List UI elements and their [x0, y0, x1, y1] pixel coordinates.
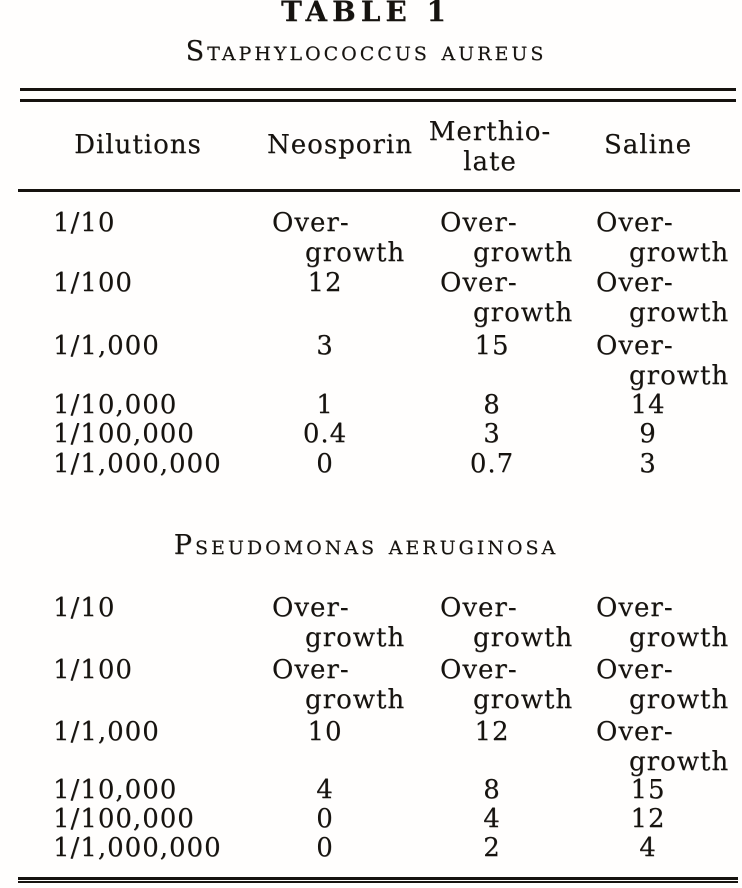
cell-text: 1/100,000	[53, 419, 195, 449]
cell-text: Over-	[272, 655, 350, 685]
cell-text: 0.4	[302, 419, 348, 449]
cell-text-wrap: growth	[629, 623, 730, 653]
neosporin-cell	[272, 775, 378, 805]
neosporin-cell	[272, 419, 378, 449]
cell-text: 1	[316, 390, 334, 420]
neosporin-cell	[272, 655, 406, 715]
cell-text: Over-	[440, 655, 518, 685]
dilution-cell	[53, 804, 233, 834]
dilution-cell	[53, 833, 233, 863]
cell-text-wrap: growth	[473, 238, 574, 268]
merthiolate-cell	[440, 331, 544, 361]
saline-cell	[596, 655, 730, 715]
cell-text: 1/10	[53, 593, 116, 623]
dilution-cell	[53, 419, 233, 449]
cell-text: 1/1,000	[53, 717, 160, 747]
cell-text: 15	[630, 775, 666, 805]
column-header-neosporin: Neosporin	[267, 130, 413, 160]
cell-text-wrap: growth	[305, 238, 406, 268]
saline-cell	[596, 331, 730, 391]
cell-text: Over-	[272, 208, 350, 238]
dilution-cell	[53, 593, 233, 623]
cell-text-wrap: growth	[629, 238, 730, 268]
saline-cell	[596, 717, 730, 777]
cell-text: 1/1,000,000	[53, 833, 222, 863]
cell-text: 12	[630, 804, 666, 834]
merthiolate-cell	[440, 717, 544, 747]
section-heading-pseudomonas: Pseudomonas aeruginosa	[173, 530, 559, 561]
cell-text: Over-	[596, 331, 674, 361]
column-header-merthiolate-line2: late	[463, 147, 517, 177]
cell-text: Over-	[440, 208, 518, 238]
neosporin-cell	[272, 833, 378, 863]
neosporin-cell	[272, 593, 406, 653]
saline-cell	[596, 390, 700, 420]
neosporin-cell	[272, 331, 378, 361]
cell-text: 0	[316, 449, 334, 479]
cell-text: 0	[316, 804, 334, 834]
cell-text-wrap: growth	[629, 361, 730, 391]
neosporin-cell	[272, 449, 378, 479]
column-header-dilutions: Dilutions	[74, 130, 202, 160]
saline-cell	[596, 208, 730, 268]
merthiolate-cell	[440, 208, 574, 268]
cell-text: 8	[483, 390, 501, 420]
cell-text: 3	[316, 331, 334, 361]
merthiolate-cell	[440, 804, 544, 834]
cell-text: 2	[483, 833, 501, 863]
cell-text-wrap: growth	[629, 298, 730, 328]
cell-text-wrap: growth	[305, 623, 406, 653]
saline-cell	[596, 449, 700, 479]
cell-text: 1/100,000	[53, 804, 195, 834]
cell-text: 15	[474, 331, 510, 361]
saline-cell	[596, 593, 730, 653]
dilution-cell	[53, 390, 233, 420]
merthiolate-cell	[440, 449, 544, 479]
saline-cell	[596, 419, 700, 449]
section-heading-staphylococcus: Staphylococcus aureus	[185, 36, 547, 67]
cell-text: 12	[307, 268, 343, 298]
dilution-cell	[53, 449, 233, 479]
merthiolate-cell	[440, 833, 544, 863]
cell-text: 1/10,000	[53, 775, 178, 805]
cell-text: 1/10,000	[53, 390, 178, 420]
cell-text: 1/10	[53, 208, 116, 238]
dilution-cell	[53, 208, 233, 238]
neosporin-cell	[272, 208, 406, 268]
cell-text: 3	[639, 449, 657, 479]
merthiolate-cell	[440, 593, 574, 653]
cell-text: Over-	[596, 593, 674, 623]
cell-text-wrap: growth	[629, 747, 730, 777]
cell-text: Over-	[440, 268, 518, 298]
table-top-double-rule	[20, 88, 736, 102]
cell-text-wrap: growth	[305, 685, 406, 715]
table-bottom-double-rule	[18, 877, 738, 883]
cell-text: 8	[483, 775, 501, 805]
cell-text: 14	[630, 390, 666, 420]
dilution-cell	[53, 775, 233, 805]
cell-text: Over-	[440, 593, 518, 623]
dilution-cell	[53, 268, 233, 298]
merthiolate-cell	[440, 419, 544, 449]
dilution-cell	[53, 331, 233, 361]
neosporin-cell	[272, 268, 378, 298]
cell-text: 4	[316, 775, 334, 805]
saline-cell	[596, 833, 700, 863]
cell-text: 4	[639, 833, 657, 863]
saline-cell	[596, 775, 700, 805]
neosporin-cell	[272, 717, 378, 747]
column-header-merthiolate-line1: Merthio-	[428, 117, 552, 147]
dilution-cell	[53, 717, 233, 747]
cell-text-wrap: growth	[473, 685, 574, 715]
cell-text: 3	[483, 419, 501, 449]
column-header-saline: Saline	[603, 130, 693, 160]
cell-text: Over-	[596, 717, 674, 747]
cell-text: 0	[316, 833, 334, 863]
header-divider-rule	[18, 189, 740, 192]
cell-text: Over-	[272, 593, 350, 623]
cell-text-wrap: growth	[629, 685, 730, 715]
saline-cell	[596, 268, 730, 328]
cell-text: Over-	[596, 655, 674, 685]
table-title: TABLE 1	[281, 0, 451, 28]
dilution-cell	[53, 655, 233, 685]
cell-text: Over-	[596, 208, 674, 238]
cell-text: 0.7	[469, 449, 515, 479]
cell-text: 1/100	[53, 268, 133, 298]
merthiolate-cell	[440, 390, 544, 420]
merthiolate-cell	[440, 775, 544, 805]
cell-text: 1/1,000	[53, 331, 160, 361]
cell-text-wrap: growth	[473, 298, 574, 328]
cell-text: 1/100	[53, 655, 133, 685]
saline-cell	[596, 804, 700, 834]
cell-text-wrap: growth	[473, 623, 574, 653]
cell-text: 1/1,000,000	[53, 449, 222, 479]
merthiolate-cell	[440, 655, 574, 715]
cell-text: 10	[307, 717, 343, 747]
merthiolate-cell	[440, 268, 574, 328]
neosporin-cell	[272, 390, 378, 420]
cell-text: 9	[639, 419, 657, 449]
column-header-merthiolate	[415, 117, 565, 177]
cell-text: 4	[483, 804, 501, 834]
neosporin-cell	[272, 804, 378, 834]
cell-text: Over-	[596, 268, 674, 298]
cell-text: 12	[474, 717, 510, 747]
